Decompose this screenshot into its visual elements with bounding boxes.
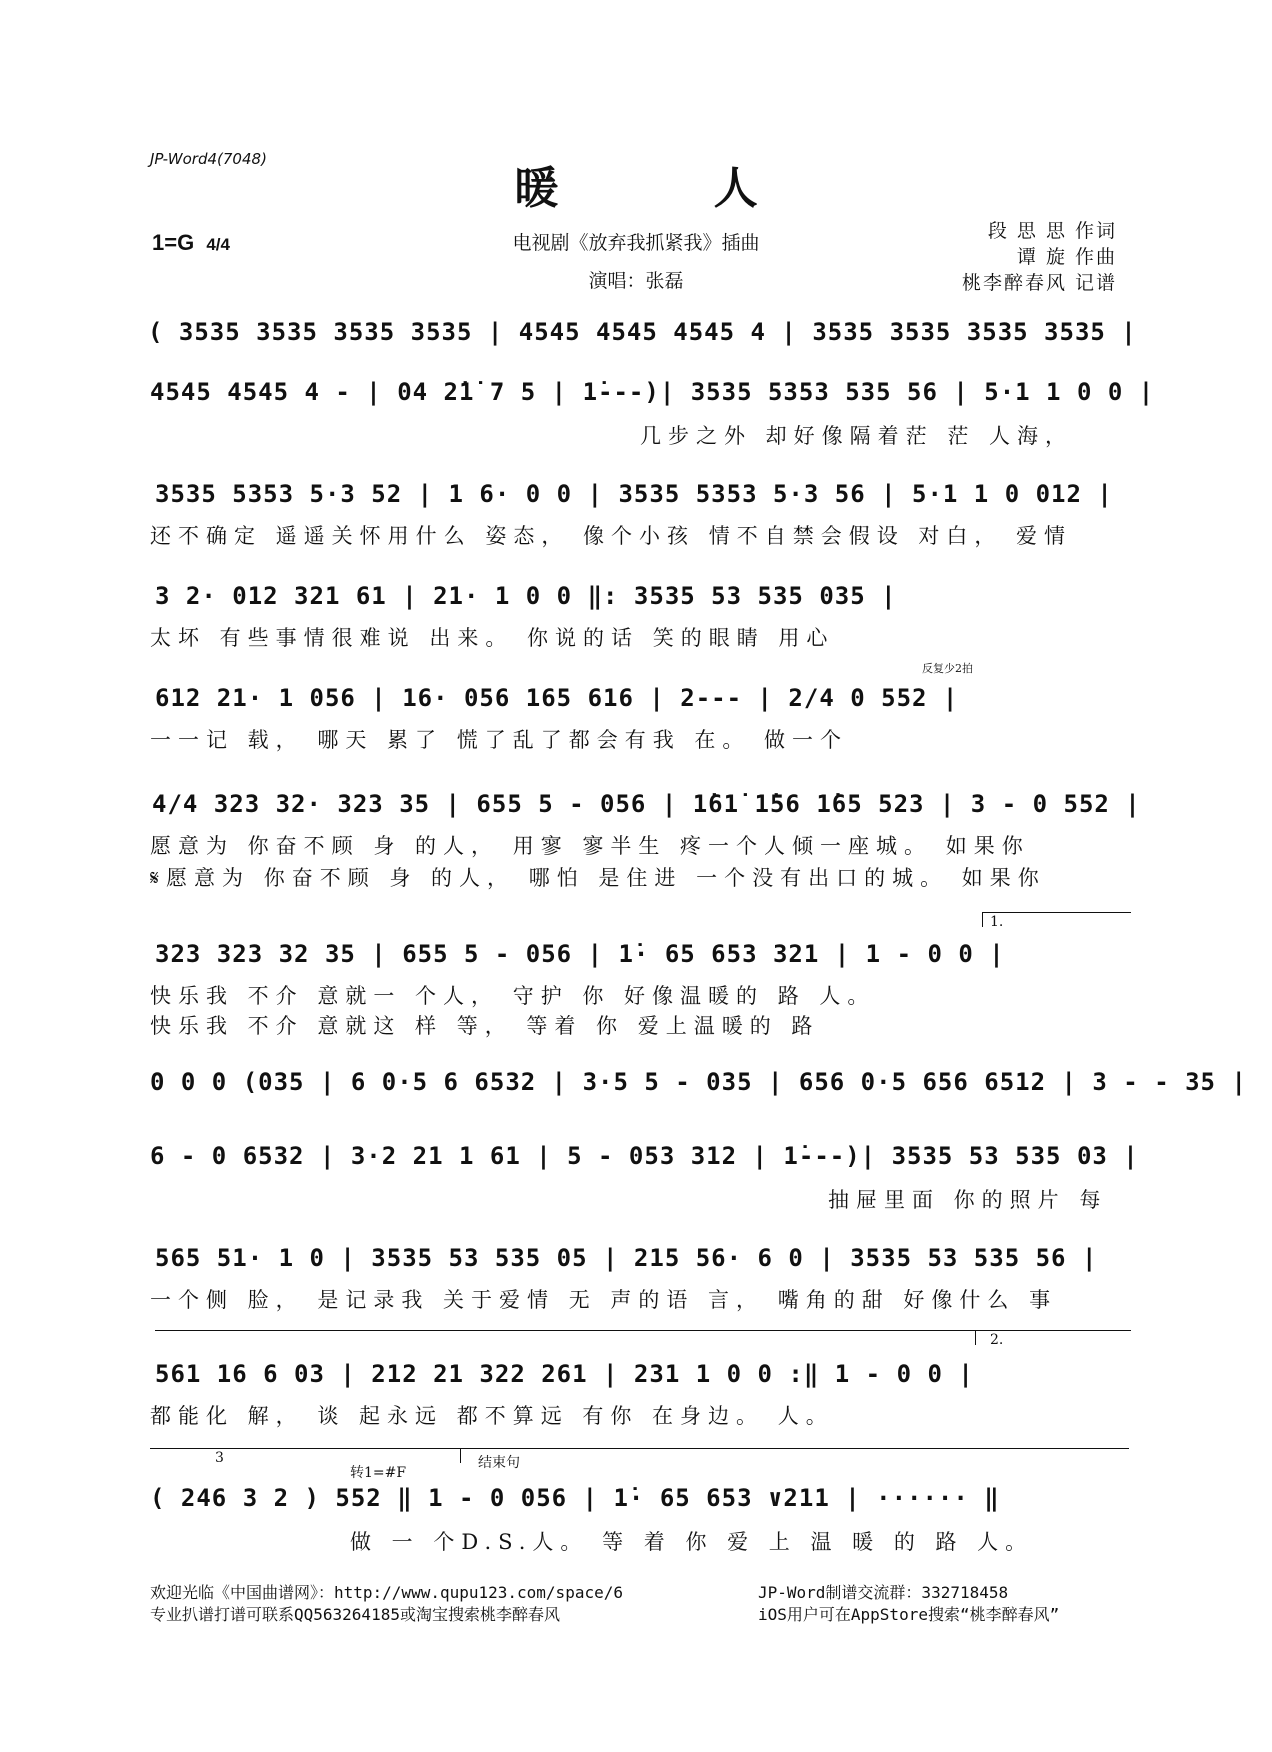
lyrics-row-6-verse-1: 愿意为 你奋不顾 身 的人， 用寥 寥半生 疼一个人倾一座城。 如果你 [150,834,1030,858]
song-title: 暖 人 [514,163,828,214]
lyrics-row-5: 一一记 载， 哪天 累了 慌了乱了都会有我 在。 做一个 [150,728,849,752]
software-label: JP-Word4(7048) [150,150,267,168]
ending-phrase-bracket [460,1448,1129,1463]
first-ending-bracket [982,912,1131,927]
score-row-5: 612 21· 1 056 | 16· 056 165 616 | 2--- | 2/4 0 552 | [155,684,959,712]
score-row-12: ( 246 3 2 ) 552 ‖ 1 - 0 056 | 1̇· 65 653 ∨211 | ······ ‖ [150,1484,1000,1512]
lyrics-row-4: 太坏 有些事情很难说 出来。 你说的话 笑的眼睛 用心 [150,626,835,650]
lyrics-row-7-verse-2: 快乐我 不介 意就这 样 等， 等着 你 爱上温暖的 路 [150,1014,820,1038]
footer-group: JP-Word制谱交流群：332718458 [758,1583,1009,1602]
score-row-4: 3 2· 012 321 61 | 21· 1 0 0 ‖: 3535 53 535 035 | [155,582,897,610]
lyrics-row-10: 一个侧 脸， 是记录我 关于爱情 无 声的语 言， 嘴角的甜 好像什么 事 [150,1288,1058,1312]
score-row-3: 3535 5353 5·3 52 | 1 6· 0 0 | 3535 5353 5·3 56 | 5·1 1 0 012 | [155,480,1113,508]
singer: 演唱：张磊 [588,270,684,292]
lyrics-row-6-verse-2: 𝄋愿意为 你奋不顾 身 的人， 哪怕 是住进 一个没有出口的城。 如果你 [150,866,1046,890]
score-row-6: 4/4 323 32· 323 35 | 655 5 - 056 | 1̇61̇ 1̇56 1̇65 523 | 3 - 0 552 | [152,790,1141,818]
lyrics-row-2: 几步之外 却好像隔着茫 茫 人海， [640,424,1074,448]
lyricist-credit: 段 思 思 作词 [987,220,1117,242]
lyrics-row-9: 抽屉里面 你的照片 每 [828,1188,1108,1212]
transcriber-credit: 桃李醉春风 记谱 [961,272,1117,294]
key-text: 1=G [152,230,195,255]
score-row-10: 565 51· 1 0 | 3535 53 535 05 | 215 56· 6 0 | 3535 53 535 56 | [155,1244,1098,1272]
footer-website: 欢迎光临《中国曲谱网》：http://www.qupu123.com/space/6 [150,1583,623,1602]
footer-contact: 专业扒谱打谱可联系QQ563264185或淘宝搜索桃李醉春风 [150,1605,560,1624]
lyrics-row-3: 还不确定 遥遥关怀用什么 姿态， 像个小孩 情不自禁会假设 对白， 爱情 [150,524,1073,548]
score-row-8: 0 0 0 (035 | 6 0·5 6 6532 | 3·5 5 - 035 | 656 0·5 656 6512 | 3 - - 35 | [150,1068,1247,1096]
triplet-mark: 3 [215,1450,224,1466]
modulation-mark: 转1=#F [350,1465,407,1481]
first-ending-label: 1. [990,914,1004,930]
score-row-7: 323 323 32 35 | 655 5 - 056 | 1̇· 65 653 321 | 1 - 0 0 | [155,940,1005,968]
score-row-11: 561 16 6 03 | 212 21 322 261 | 231 1 0 0 :‖ 1 - 0 0 | [155,1360,974,1388]
time-signature: 4/4 [206,235,230,254]
repeat-note: 反复少2拍 [922,662,973,675]
lyrics-row-11: 都能化 解， 谈 起永远 都不算远 有你 在身边。 人。 [150,1404,834,1428]
lyrics-row-12: 做 一 个D.S.人。 等 着 你 爱 上 温 暖 的 路 人。 [350,1530,1034,1554]
subtitle: 电视剧《放弃我抓紧我》插曲 [512,232,760,254]
footer-ios: iOS用户可在AppStore搜索“桃李醉春风” [758,1605,1060,1624]
ending-phrase-label: 结束句 [478,1455,520,1471]
score-row-1: ( 3535 3535 3535 3535 | 4545 4545 4545 4 | 3535 3535 3535 3535 | [148,318,1137,346]
coda-bracket-line [150,1448,460,1449]
repeat-bracket-line [155,1330,975,1331]
score-row-2: 4545 4545 4 - | 04 2̇1̇ 7 5 | 1̇---)| 3535 5353 535 56 | 5·1 1 0 0 | [150,378,1155,406]
score-row-9: 6 - 0 6532 | 3·2 21 1 61 | 5 - 053 312 | 1̇---)| 3535 53 535 03 | [150,1142,1139,1170]
second-ending-label: 2. [990,1332,1004,1348]
composer-credit: 谭 旋 作曲 [1016,246,1117,268]
lyrics-row-7-verse-1: 快乐我 不介 意就一 个人， 守护 你 好像温暖的 路 人。 [150,984,876,1008]
